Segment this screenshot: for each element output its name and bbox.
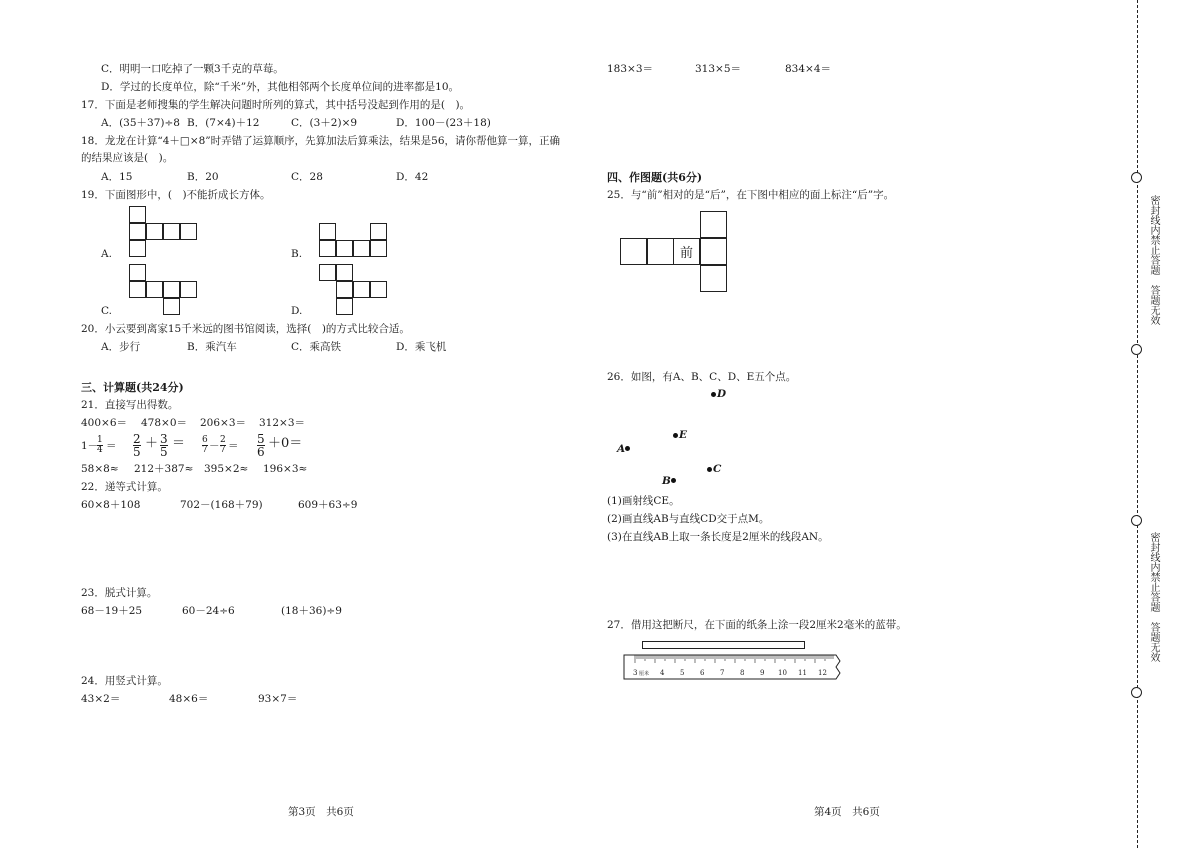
seal-warning-text: 密封线内禁止答题 答题无效: [1148, 195, 1159, 325]
cube-face: [700, 265, 727, 292]
net-square: [319, 264, 336, 281]
q22-stem: 22．递等式计算。: [81, 481, 168, 493]
net-square: [129, 223, 146, 240]
q24-item: 43×2＝: [81, 693, 121, 705]
q24-item: 313×5＝: [695, 63, 742, 75]
q21-item: 400×6＝: [81, 417, 128, 429]
q22-item: 60×8＋108: [81, 499, 141, 511]
q19-label-a: A.: [101, 248, 112, 260]
net-square: [129, 264, 146, 281]
fraction: [202, 436, 208, 455]
cube-face: [700, 211, 727, 238]
fraction: [257, 433, 265, 458]
seal-dashed-line: [1137, 0, 1138, 848]
q21-item: 212＋387≈: [134, 463, 194, 475]
q25-stem: 25．与“前”相对的是“后”，在下图中相应的面上标注“后”字。: [607, 189, 895, 201]
q18-stem-line1: 18．龙龙在计算“4＋□×8”时弄错了运算顺序，先算加法后算乘法，结果是56，请你帮他算一算，正确: [81, 135, 561, 147]
net-square: [146, 223, 163, 240]
q19-label-b: B.: [291, 248, 303, 260]
point-c: [707, 467, 712, 472]
net-square: [336, 281, 353, 298]
binder-hole: [1131, 172, 1142, 183]
q19-stem: 19．下面图形中，( )不能折成长方体。: [81, 189, 271, 201]
section-3-title: 三、计算题(共24分): [81, 381, 184, 394]
q21-frac1-prefix: 1－: [81, 440, 99, 452]
ruler-label-10: 10: [778, 669, 787, 677]
q26-stem: 26．如图，有A、B、C、D、E五个点。: [607, 371, 797, 383]
net-square: [336, 298, 353, 315]
net-square: [146, 281, 163, 298]
q17-option-d: D．100－(23＋18): [396, 117, 491, 129]
denominator: 5: [160, 445, 168, 459]
denominator: 5: [133, 445, 141, 459]
numerator: 2: [220, 435, 226, 445]
q24-stem: 24．用竖式计算。: [81, 675, 168, 687]
fraction: [97, 436, 103, 455]
point-c-label: C: [713, 463, 722, 475]
denominator: 7: [220, 445, 226, 455]
point-e-label: E: [679, 429, 688, 441]
q17-stem: 17．下面是老师搜集的学生解决问题时所列的算式，其中括号没起到作用的是( )。: [81, 99, 471, 111]
net-square: [180, 223, 197, 240]
q21-item: 478×0＝: [141, 417, 188, 429]
numerator: 1: [97, 435, 103, 445]
q23-item: 60－24÷6: [182, 605, 235, 617]
ruler-label-7: 7: [720, 669, 725, 677]
net-square: [180, 281, 197, 298]
fraction: [160, 433, 168, 458]
net-square: [353, 281, 370, 298]
net-square: [163, 223, 180, 240]
numerator: 6: [202, 435, 208, 445]
q20-option-c: C．乘高铁: [291, 341, 342, 353]
numerator: 3: [160, 432, 168, 446]
q21-item: 196×3≈: [263, 463, 308, 475]
q21-item: 312×3＝: [259, 417, 306, 429]
q27-stem: 27．借用这把断尺，在下面的纸条上涂一段2厘米2毫米的蓝带。: [607, 619, 907, 631]
q21-frac3-op: －: [209, 440, 220, 452]
ruler-label-8: 8: [740, 669, 745, 677]
q24-item: 93×7＝: [258, 693, 298, 705]
cube-face: [700, 238, 727, 265]
seal-warning-text: 密封线内禁止答题 答题无效: [1148, 532, 1159, 662]
net-square: [370, 240, 387, 257]
section-4-title: 四、作图题(共6分): [607, 171, 703, 184]
ruler-label-11: 11: [798, 669, 807, 677]
cube-face: [647, 238, 674, 265]
ruler-label-4: 4: [660, 669, 665, 677]
point-e: [673, 433, 678, 438]
q18-option-d: D．42: [396, 171, 429, 183]
net-square: [319, 223, 336, 240]
page-footer-left: 第3页 共6页: [288, 806, 354, 818]
binder-hole: [1131, 515, 1142, 526]
ruler-label-6: 6: [700, 669, 705, 677]
q21-frac2-op: ＋: [145, 436, 159, 451]
q21-frac1-eq: ＝: [106, 440, 117, 452]
net-square: [163, 298, 180, 315]
q17-option-b: B．(7×4)＋12: [187, 117, 260, 129]
point-d-label: D: [717, 388, 727, 400]
q21-item: 58×8≈: [81, 463, 119, 475]
net-square: [336, 264, 353, 281]
q19-label-c: C.: [101, 305, 112, 317]
point-a-label: A: [617, 443, 626, 455]
q16-option-c: C．明明一口吃掉了一颗3千克的草莓。: [101, 63, 284, 75]
point-b: [671, 478, 676, 483]
denominator: 7: [202, 445, 208, 455]
ruler-label-5: 5: [680, 669, 685, 677]
q20-stem: 20．小云要到离家15千米远的图书馆阅读，选择( )的方式比较合适。: [81, 323, 410, 335]
binder-hole: [1131, 687, 1142, 698]
q26-sub-1: (1)画射线CE。: [607, 495, 680, 507]
q22-item: 702－(168＋79): [180, 499, 263, 511]
q19-label-d: D.: [291, 305, 303, 317]
front-face-label: 前: [679, 246, 693, 261]
ruler-label-9: 9: [760, 669, 765, 677]
numerator: 5: [257, 432, 265, 446]
net-square: [129, 240, 146, 257]
q20-option-d: D．乘飞机: [396, 341, 447, 353]
net-square: [336, 240, 353, 257]
q21-frac3-eq: ＝: [228, 440, 239, 452]
net-square: [370, 223, 387, 240]
q23-item: (18＋36)÷9: [281, 605, 342, 617]
broken-ruler: [622, 653, 842, 681]
denominator: 6: [257, 445, 265, 459]
q23-item: 68－19＋25: [81, 605, 143, 617]
q24-item: 48×6＝: [169, 693, 209, 705]
ruler-label-12: 12: [818, 669, 827, 677]
fraction: [133, 433, 141, 458]
q20-option-a: A．步行: [101, 341, 141, 353]
net-square: [129, 281, 146, 298]
q21-frac4-rest: ＋0＝: [268, 436, 303, 451]
q26-sub-2: (2)画直线AB与直线CD交于点M。: [607, 513, 770, 525]
net-square: [163, 281, 180, 298]
denominator: 4: [97, 445, 103, 455]
q24-item: 834×4＝: [785, 63, 832, 75]
net-square: [353, 240, 370, 257]
q21-frac2-eq: ＝: [172, 436, 186, 451]
q20-option-b: B．乘汽车: [187, 341, 237, 353]
ruler-unit: 厘米: [639, 671, 650, 677]
q21-item: 395×2≈: [204, 463, 249, 475]
q26-sub-3: (3)在直线AB上取一条长度是2厘米的线段AN。: [607, 531, 829, 543]
binder-hole: [1131, 344, 1142, 355]
q18-stem-line2: 的结果应该是( )。: [81, 152, 174, 164]
q18-option-b: B．20: [187, 171, 219, 183]
cube-face: [620, 238, 647, 265]
q17-option-c: C．(3＋2)×9: [291, 117, 358, 129]
point-a: [625, 446, 630, 451]
q18-option-c: C．28: [291, 171, 323, 183]
point-d: [711, 392, 716, 397]
fraction: [220, 436, 226, 455]
q24-item: 183×3＝: [607, 63, 654, 75]
q21-stem: 21．直接写出得数。: [81, 399, 179, 411]
cube-face-front: [673, 238, 700, 265]
ruler-label-3: 3: [633, 669, 638, 677]
q16-option-d: D．学过的长度单位，除“千米”外，其他相邻两个长度单位间的进率都是10。: [101, 81, 460, 93]
net-square: [370, 281, 387, 298]
point-b-label: B: [662, 475, 671, 487]
paper-strip: [642, 641, 805, 649]
page-footer-right: 第4页 共6页: [814, 806, 880, 818]
q23-stem: 23．脱式计算。: [81, 587, 158, 599]
net-square: [319, 240, 336, 257]
q22-item: 609＋63÷9: [298, 499, 358, 511]
q18-option-a: A．15: [101, 171, 133, 183]
q21-item: 206×3＝: [200, 417, 247, 429]
net-square: [129, 206, 146, 223]
q17-option-a: A．(35＋37)÷8: [101, 117, 180, 129]
numerator: 2: [133, 432, 141, 446]
